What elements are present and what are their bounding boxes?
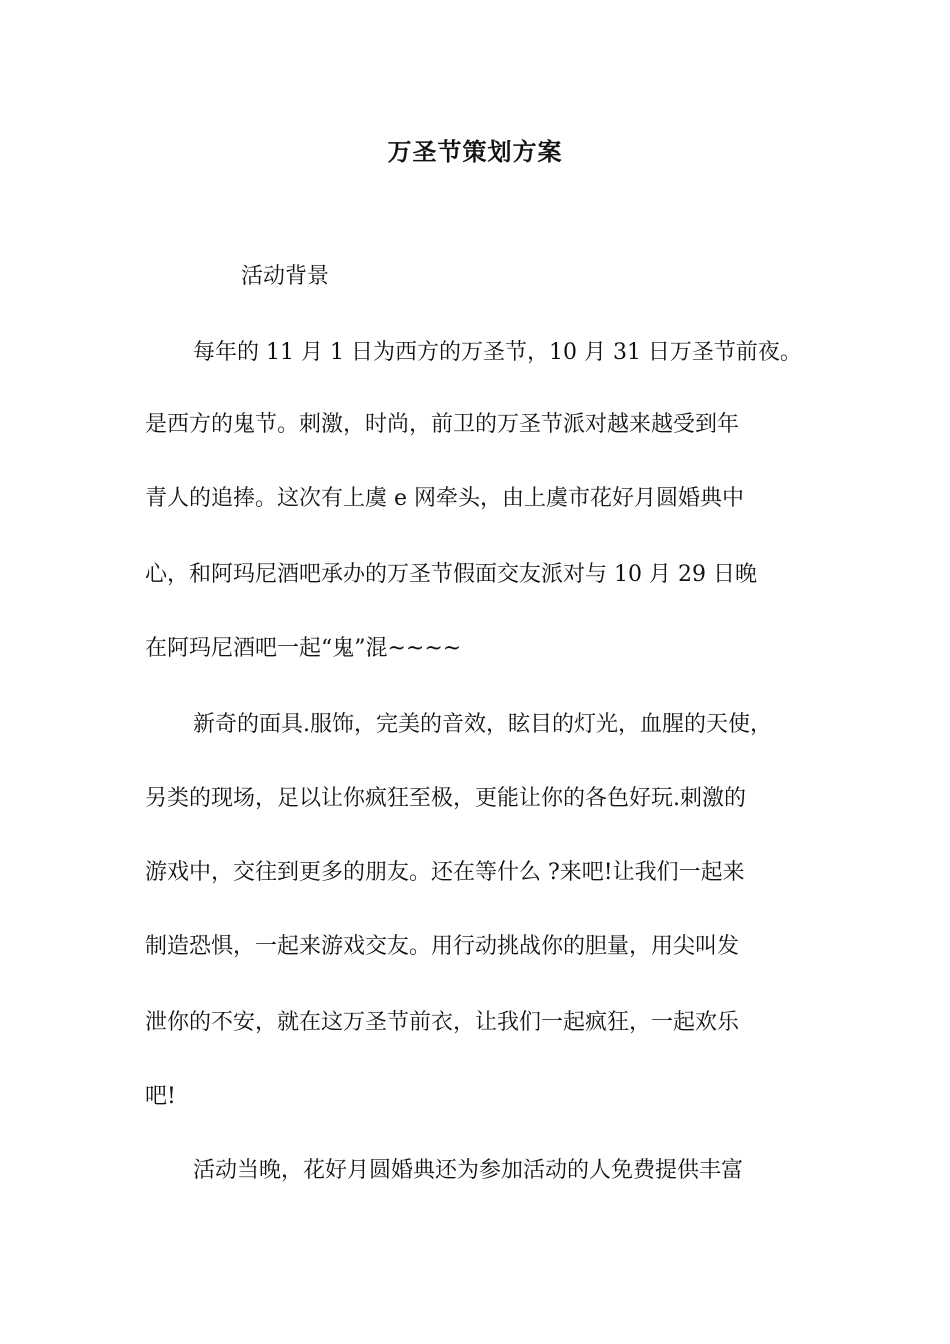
paragraph-line: 青人的追捧。这次有上虞 e 网牵头，由上虞市花好月圆婚典中 <box>145 486 745 511</box>
document-title: 万圣节策划方案 <box>387 137 563 166</box>
paragraph-line: 是西方的鬼节。刺激，时尚，前卫的万圣节派对越来越受到年 <box>145 412 740 437</box>
paragraph-line: 吧! <box>145 1084 176 1109</box>
paragraph-line: 泄你的不安，就在这万圣节前衣，让我们一起疯狂，一起欢乐 <box>145 1010 740 1035</box>
paragraph-line: 游戏中，交往到更多的朋友。还在等什么 ?来吧!让我们一起来 <box>145 860 745 885</box>
section-heading: 活动背景 <box>241 264 330 289</box>
paragraph-line: 另类的现场，足以让你疯狂至极，更能让你的各色好玩.刺激的 <box>145 786 746 811</box>
paragraph-line: 心，和阿玛尼酒吧承办的万圣节假面交友派对与 10 月 29 日晚 <box>145 562 757 587</box>
paragraph-line: 在阿玛尼酒吧一起“鬼”混~~~~ <box>145 636 462 661</box>
paragraph-line: 新奇的面具.服饰，完美的音效，眩目的灯光，血腥的天使， <box>193 712 772 737</box>
paragraph-line: 每年的 11 月 1 日为西方的万圣节，10 月 31 日万圣节前夜。 <box>193 340 802 365</box>
paragraph-line: 制造恐惧，一起来游戏交友。用行动挑战你的胆量，用尖叫发 <box>145 934 740 959</box>
paragraph-line: 活动当晚，花好月圆婚典还为参加活动的人免费提供丰富 <box>193 1158 744 1183</box>
